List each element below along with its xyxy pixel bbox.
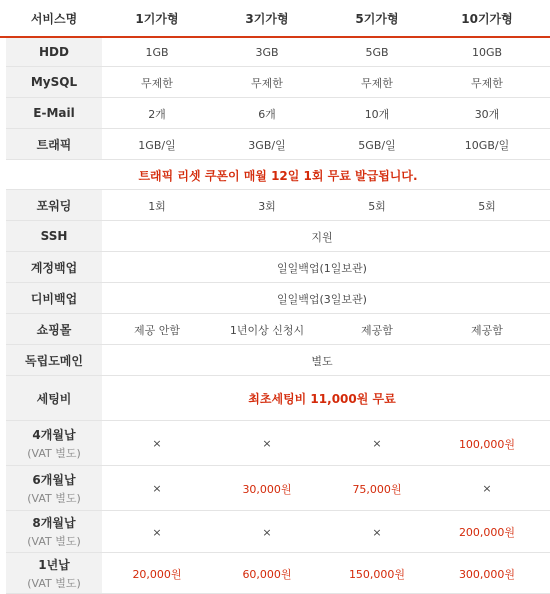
table-cell: 1년이상 신청시 bbox=[229, 323, 305, 337]
row-label-text: 8개월납 bbox=[32, 516, 76, 530]
table-cell: 무제한 bbox=[471, 76, 503, 90]
table-cell: 5GB/일 bbox=[358, 138, 396, 152]
table-cell: 무제한 bbox=[251, 76, 283, 90]
table-cell: 제공 안함 bbox=[133, 323, 180, 337]
column-header-3gb: 3기가형 bbox=[245, 11, 289, 26]
column-header-5gb: 5기가형 bbox=[355, 11, 399, 26]
table-cell: 150,000원 bbox=[348, 567, 406, 581]
table-cell-span: 지원 bbox=[311, 230, 333, 244]
table-cell: 20,000원 bbox=[132, 567, 182, 581]
row-label-text: 독립도메인 bbox=[25, 353, 83, 368]
table-cell: × bbox=[152, 525, 162, 539]
table-cell: 2개 bbox=[148, 107, 166, 121]
row-label-text: SSH bbox=[40, 229, 68, 243]
row-label bbox=[6, 38, 102, 66]
row-label bbox=[6, 252, 102, 282]
table-cell-span: 일일백업(3일보관) bbox=[277, 292, 367, 306]
table-cell: 1GB bbox=[145, 46, 169, 59]
row-label bbox=[6, 466, 102, 510]
table-cell: 무제한 bbox=[141, 76, 173, 90]
table-cell: × bbox=[372, 437, 382, 450]
table-cell: 300,000원 bbox=[458, 567, 516, 581]
table-cell: 60,000원 bbox=[242, 567, 292, 581]
table-cell: 1GB/일 bbox=[138, 138, 176, 152]
row-label-text: 6개월납 bbox=[32, 472, 76, 487]
row-label bbox=[6, 221, 102, 251]
table-cell-span: 별도 bbox=[311, 354, 333, 368]
row-label-text: MySQL bbox=[30, 75, 78, 89]
column-header-10gb: 10기가형 bbox=[461, 11, 513, 26]
table-cell-span: 최초세팅비 11,000원 무료 bbox=[248, 392, 396, 406]
row-label bbox=[6, 283, 102, 313]
row-label-text: 디비백업 bbox=[30, 291, 78, 306]
table-cell: × bbox=[262, 525, 272, 539]
row-label-text: 1년납 bbox=[38, 557, 70, 572]
table-cell: 5GB bbox=[365, 46, 389, 59]
row-label bbox=[6, 190, 102, 220]
row-label bbox=[6, 376, 102, 420]
table-cell: 200,000원 bbox=[458, 526, 516, 539]
table-cell: 제공함 bbox=[471, 323, 503, 337]
row-label bbox=[6, 511, 102, 552]
row-label bbox=[6, 98, 102, 128]
row-label-text: 쇼핑몰 bbox=[36, 322, 72, 337]
row-label bbox=[6, 314, 102, 344]
table-cell: 10GB bbox=[471, 46, 503, 59]
table-cell: × bbox=[372, 525, 382, 539]
table-cell: 3GB/일 bbox=[248, 138, 286, 152]
table-cell: × bbox=[482, 482, 492, 495]
table-cell: 30개 bbox=[474, 107, 500, 121]
table-cell: × bbox=[262, 437, 272, 450]
table-cell: 30,000원 bbox=[242, 482, 292, 496]
column-header-1gb: 1기가형 bbox=[135, 11, 179, 26]
table-cell: 무제한 bbox=[361, 76, 393, 90]
row-label-text: 트래픽 bbox=[36, 137, 72, 152]
row-label bbox=[6, 421, 102, 465]
row-label bbox=[6, 129, 102, 159]
row-label-text: 계정백업 bbox=[30, 260, 78, 275]
table-cell: 제공함 bbox=[361, 323, 393, 337]
table-cell: 3GB bbox=[255, 46, 279, 59]
table-cell: 10개 bbox=[364, 107, 390, 121]
row-label-note: (VAT 별도) bbox=[27, 535, 81, 548]
table-cell: × bbox=[152, 482, 162, 495]
table-cell: 100,000원 bbox=[458, 437, 516, 451]
row-label-text: 세팅비 bbox=[36, 391, 72, 406]
row-label-text: 포워딩 bbox=[36, 198, 72, 213]
row-label bbox=[6, 67, 102, 97]
row-label-text: E-Mail bbox=[33, 106, 75, 120]
table-cell: 10GB/일 bbox=[464, 138, 510, 152]
row-label-note: (VAT 별도) bbox=[27, 446, 81, 460]
row-label-note: (VAT 별도) bbox=[27, 491, 81, 505]
table-cell: 5회 bbox=[478, 199, 496, 213]
table-cell: × bbox=[152, 437, 162, 450]
row-label-text: HDD bbox=[39, 45, 69, 59]
row-label-note: (VAT 별도) bbox=[27, 576, 81, 590]
table-cell: 75,000원 bbox=[352, 482, 402, 496]
traffic-reset-notice: 트래픽 리셋 쿠폰이 매월 12일 1회 무료 발급됩니다. bbox=[138, 168, 418, 183]
row-label bbox=[6, 553, 102, 593]
table-cell: 1회 bbox=[148, 199, 166, 213]
table-cell-span: 일일백업(1일보관) bbox=[277, 261, 367, 275]
table-cell: 3회 bbox=[258, 199, 276, 213]
table-cell: 6개 bbox=[258, 107, 276, 121]
row-label bbox=[6, 345, 102, 375]
table-cell: 5회 bbox=[368, 199, 386, 213]
row-label-text: 4개월납 bbox=[32, 427, 76, 442]
column-header-service: 서비스명 bbox=[30, 11, 78, 26]
